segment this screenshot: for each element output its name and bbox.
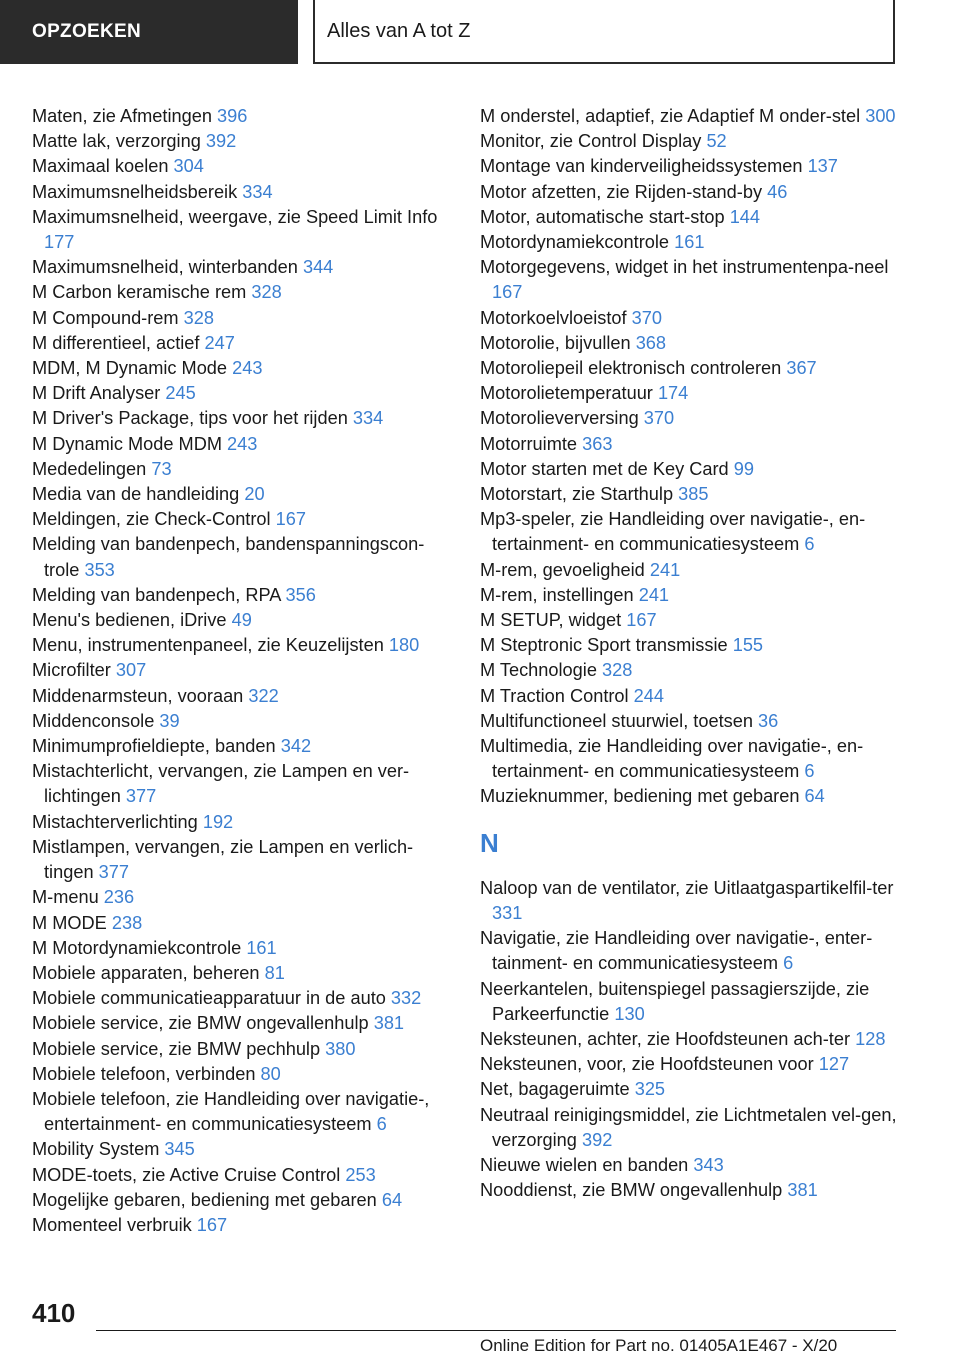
entry-text: Maten, zie Afmetingen (32, 106, 212, 126)
page-link[interactable]: 307 (115, 660, 147, 681)
entry-text: M-menu (32, 887, 99, 908)
page-link[interactable]: 328 (602, 660, 633, 681)
page-link[interactable]: 342 (280, 736, 312, 757)
page-link[interactable]: 322 (248, 685, 279, 706)
index-group-n (480, 876, 900, 1204)
page-link[interactable]: 167 (275, 509, 306, 530)
letter-heading: N (480, 827, 499, 858)
index-entry (32, 835, 452, 885)
entry-text: M Technologie (480, 660, 597, 681)
page-link[interactable]: 328 (251, 282, 282, 303)
index-entry (480, 709, 900, 734)
entry-text: Meldingen, zie Check-Control (32, 509, 271, 530)
page-link[interactable]: 343 (693, 1154, 724, 1175)
index-entry (32, 432, 452, 457)
page-link[interactable]: 381 (787, 1180, 818, 1201)
page-link[interactable]: 331 (492, 902, 523, 923)
chapter-title (313, 0, 895, 64)
entry-text: Montage van kinderveiligheidssystemen (480, 156, 803, 177)
page-link[interactable]: 238 (111, 912, 143, 933)
page-link[interactable]: 127 (818, 1054, 850, 1075)
index-entry (32, 1037, 452, 1062)
index-entry (32, 356, 452, 381)
index-entry (480, 230, 900, 255)
entry-text: Muzieknummer, bediening met gebaren (480, 786, 800, 807)
page-link[interactable]: 334 (242, 181, 273, 202)
entry-text: Neutraal reinigingsmiddel, zie Lichtmetalen vel-gen, verzorging (480, 1104, 897, 1150)
index-entry (32, 583, 452, 608)
entry-text: Multifunctioneel stuurwiel, toetsen (480, 710, 753, 731)
index-entry (480, 633, 900, 658)
page-link[interactable]: 381 (373, 1013, 405, 1034)
entry-text: Mistachterlicht, vervangen, zie Lampen en ver-lichtingen (32, 761, 410, 807)
entry-text: Mistlampen, vervangen, zie Lampen en verlich-tingen (32, 836, 414, 883)
index-entry (480, 507, 900, 557)
entry-text: Media van de handleiding (32, 484, 240, 505)
page-link[interactable]: 353 (84, 559, 115, 580)
page-link[interactable]: 6 (376, 1114, 387, 1135)
page-link[interactable]: 64 (381, 1189, 403, 1210)
entry-text: M Driver's Package, tips voor het rijden (32, 408, 348, 429)
index-entry (32, 936, 452, 961)
page-link[interactable]: 155 (732, 635, 764, 656)
entry-text: Middenarmsteun, vooraan (32, 685, 244, 706)
entry-text: Naloop van de ventilator, zie Uitlaatgaspartikelfil-ter (480, 877, 894, 898)
page-link[interactable]: 377 (125, 786, 157, 807)
index-entry (32, 457, 452, 482)
entry-text: Motorruimte (480, 433, 578, 454)
page-link[interactable]: 64 (804, 786, 825, 807)
entry-text: Motor afzetten, zie Rijden-stand-by (480, 181, 763, 202)
index-entry (480, 432, 900, 457)
page-link[interactable]: 392 (581, 1129, 613, 1150)
page-link[interactable]: 334 (352, 408, 384, 429)
entry-text: Microfilter (32, 660, 111, 681)
page-link[interactable]: 6 (804, 761, 815, 782)
entry-text: Mogelijke gebaren, bediening met gebaren (32, 1189, 377, 1210)
index-entry (32, 961, 452, 986)
page-link[interactable]: 167 (196, 1214, 228, 1235)
page-link[interactable]: 6 (804, 534, 815, 555)
page-link[interactable]: 328 (183, 307, 214, 328)
index-entry (32, 1188, 452, 1213)
index-entry (480, 1103, 900, 1153)
index-entry (32, 1062, 452, 1087)
entry-text: Neerkantelen, buitenspiegel passagierszijde, zie Parkeerfunctie (480, 978, 870, 1024)
index-entry (32, 1163, 452, 1188)
index-entry (480, 684, 900, 709)
index-entry (480, 331, 900, 356)
page-link[interactable]: 180 (388, 635, 420, 656)
page-link[interactable]: 356 (285, 584, 316, 605)
index-entry (480, 154, 900, 179)
page-link[interactable]: 241 (649, 559, 681, 580)
index-entry (480, 205, 900, 230)
entry-text: M Motordynamiekcontrole (32, 937, 242, 958)
page-link[interactable]: 39 (159, 710, 180, 731)
index-entry (32, 1213, 452, 1238)
entry-text: Mobiele service, zie BMW ongevallenhulp (32, 1013, 369, 1034)
entry-text: Mobiele telefoon, verbinden (32, 1063, 256, 1084)
index-entry (480, 1027, 900, 1052)
page-number: 410 (32, 1298, 76, 1328)
entry-text: Motoroliepeil elektronisch controleren (480, 358, 782, 379)
entry-text: Motor starten met de Key Card (480, 458, 729, 479)
entry-text: M differentieel, actief (32, 332, 200, 353)
page-link[interactable]: 243 (232, 358, 263, 379)
page-link[interactable]: 363 (582, 433, 613, 454)
entry-text: Mobility System (32, 1139, 160, 1160)
entry-text: M MODE (32, 912, 107, 933)
entry-text: Motor, automatische start-stop (480, 206, 725, 227)
page-link[interactable]: 174 (657, 383, 689, 404)
entry-text: Mobiele apparaten, beheren (32, 962, 260, 983)
index-entry (32, 1011, 452, 1036)
index-entry (32, 608, 452, 633)
entry-text: M-rem, instellingen (480, 584, 634, 605)
index-entry (32, 684, 452, 709)
page-link[interactable]: 161 (674, 232, 705, 253)
entry-text: Motorolie, bijvullen (480, 332, 631, 353)
index-entry (32, 633, 452, 658)
index-entry (480, 1077, 900, 1102)
entry-text: MDM, M Dynamic Mode (32, 358, 228, 379)
entry-text: M Steptronic Sport transmissie (480, 635, 728, 656)
entry-text: Maximumsnelheid, winterbanden (32, 257, 298, 278)
entry-text: Neksteunen, achter, zie Hoofdsteunen ach-ter (480, 1028, 851, 1049)
index-entry (480, 129, 900, 154)
entry-text: Maximumsnelheidsbereik (32, 181, 238, 202)
entry-text: Menu's bedienen, iDrive (32, 610, 227, 631)
index-entry (32, 986, 452, 1011)
index-entry (32, 709, 452, 734)
page-link[interactable]: 46 (767, 181, 788, 202)
index-entry (32, 104, 452, 129)
entry-text: Motorolieverversing (480, 408, 639, 429)
section-tab[interactable] (0, 0, 298, 64)
entry-text: Net, bagageruimte (480, 1079, 630, 1100)
index-entry (32, 482, 452, 507)
index-entry (32, 1137, 452, 1162)
page-link[interactable]: 332 (390, 988, 422, 1009)
index-entry (480, 356, 900, 381)
page-link[interactable]: 396 (217, 106, 248, 126)
index-entry (480, 306, 900, 331)
page-link[interactable]: 80 (260, 1063, 281, 1084)
entry-text: Mobiele service, zie BMW pechhulp (32, 1038, 321, 1059)
page-link[interactable]: 73 (151, 458, 172, 479)
entry-text: Maximaal koelen (32, 156, 169, 177)
index-entry (32, 255, 452, 280)
page-link[interactable]: 300 (865, 106, 896, 126)
index-entry (480, 1153, 900, 1178)
index-entry (480, 876, 900, 926)
index-entry (480, 381, 900, 406)
index-entry (480, 734, 900, 784)
entry-text: Navigatie, zie Handleiding over navigatie-, enter-tainment- en communicatiesysteem (480, 928, 873, 974)
footer-divider (96, 1330, 896, 1331)
entry-text: M onderstel, adaptief, zie Adaptief M onder-stel (480, 106, 861, 126)
index-entry (32, 205, 452, 255)
index-entry (480, 1052, 900, 1077)
index-entry (480, 977, 900, 1027)
index-entry (480, 926, 900, 976)
index-entry (32, 280, 452, 305)
page-link[interactable]: 167 (492, 282, 523, 303)
page-link[interactable]: 128 (855, 1028, 886, 1049)
entry-text: Menu, instrumentenpaneel, zie Keuzelijsten (32, 635, 384, 656)
page-link[interactable]: 367 (786, 358, 817, 379)
index-group-m (480, 104, 900, 810)
index-column-left (32, 104, 452, 1238)
index-entry (480, 658, 900, 683)
entry-text: Middenconsole (32, 710, 155, 731)
entry-text: M SETUP, widget (480, 610, 622, 631)
page-link[interactable]: 244 (633, 685, 665, 706)
page-link[interactable]: 130 (614, 1003, 645, 1024)
page-link[interactable]: 243 (227, 433, 258, 454)
index-entry (32, 154, 452, 179)
page-link[interactable]: 167 (626, 610, 657, 631)
entry-text: Mp3-speler, zie Handleiding over navigatie-, en-tertainment- en communicatiesysteem (480, 509, 866, 555)
page-link[interactable]: 247 (204, 332, 235, 353)
page-link[interactable]: 368 (635, 332, 667, 353)
entry-text: Nieuwe wielen en banden (480, 1154, 689, 1175)
page-link[interactable]: 245 (165, 383, 196, 404)
index-entry (32, 658, 452, 683)
index-column-right (480, 104, 900, 1203)
entry-text: M Traction Control (480, 685, 629, 706)
index-entry (480, 558, 900, 583)
entry-text: M Dynamic Mode MDM (32, 433, 222, 454)
page-link[interactable]: 81 (264, 962, 285, 983)
entry-text: M Drift Analyser (32, 383, 161, 404)
index-entry (480, 255, 900, 305)
page-link[interactable]: 370 (643, 408, 675, 429)
index-entry (480, 180, 900, 205)
entry-text: Nooddienst, zie BMW ongevallenhulp (480, 1180, 783, 1201)
index-entry (480, 583, 900, 608)
index-entry (480, 482, 900, 507)
entry-text: Momenteel verbruik (32, 1214, 192, 1235)
page-link[interactable]: 253 (345, 1164, 376, 1185)
page-link[interactable]: 36 (758, 710, 779, 731)
index-entry (480, 784, 900, 809)
index-entry (32, 734, 452, 759)
index-entry (480, 104, 900, 129)
index-entry (32, 331, 452, 356)
entry-text: Motordynamiekcontrole (480, 232, 670, 253)
entry-text: Monitor, zie Control Display (480, 131, 702, 152)
index-entry (32, 1087, 452, 1137)
entry-text: Multimedia, zie Handleiding over navigatie-, en-tertainment- en communicatiesysteem (480, 736, 864, 782)
page-link[interactable]: 49 (231, 610, 252, 631)
entry-text: M-rem, gevoeligheid (480, 559, 645, 580)
page-link[interactable]: 241 (638, 584, 670, 605)
page-link[interactable]: 380 (325, 1038, 356, 1059)
page-link[interactable]: 385 (678, 484, 709, 505)
page-link[interactable]: 99 (733, 458, 754, 479)
page-link[interactable]: 144 (729, 206, 761, 227)
page-link[interactable]: 345 (164, 1139, 195, 1160)
chapter-title-text: Alles van A tot Z (327, 19, 471, 42)
entry-text: Melding van bandenpech, RPA (32, 584, 281, 605)
page-link[interactable]: 325 (634, 1079, 666, 1100)
entry-text: Motorgegevens, widget in het instrumentenpa-neel (480, 257, 889, 278)
index-entry (480, 406, 900, 431)
entry-text: M Carbon keramische rem (32, 282, 247, 303)
edition-text: Online Edition for Part no. 01405A1E467 - X/20 (480, 1336, 838, 1355)
entry-text: Mobiele telefoon, zie Handleiding over navigatie-, entertainment- en communicatiesysteem (32, 1088, 430, 1135)
page-link[interactable]: 137 (807, 156, 838, 177)
index-entry (32, 129, 452, 154)
index-entry (32, 406, 452, 431)
entry-text: Motorstart, zie Starthulp (480, 484, 674, 505)
entry-text: Mededelingen (32, 458, 147, 479)
entry-text: Motorolietemperatuur (480, 383, 653, 404)
entry-text: MODE-toets, zie Active Cruise Control (32, 1164, 341, 1185)
page-link[interactable]: 344 (302, 257, 334, 278)
index-entry (32, 507, 452, 532)
index-entry (32, 381, 452, 406)
index-entry (480, 608, 900, 633)
page-link[interactable]: 52 (706, 131, 727, 152)
entry-text: Maximumsnelheid, weergave, zie Speed Limit Info (32, 206, 438, 227)
index-entry (32, 885, 452, 910)
entry-text: Neksteunen, voor, zie Hoofdsteunen voor (480, 1054, 814, 1075)
index-entry (32, 306, 452, 331)
page-link[interactable]: 370 (631, 307, 662, 328)
entry-text: Mobiele communicatieapparatuur in de auto (32, 988, 386, 1009)
page-link[interactable]: 161 (246, 937, 277, 958)
page-link[interactable]: 192 (202, 811, 234, 832)
entry-text: M Compound-rem (32, 307, 179, 328)
index-entry (32, 759, 452, 809)
entry-text: Minimumprofieldiepte, banden (32, 736, 276, 757)
page-link[interactable]: 377 (98, 862, 129, 883)
page-link[interactable]: 392 (205, 131, 237, 152)
page-link[interactable]: 177 (44, 232, 75, 253)
entry-text: Mistachterverlichting (32, 811, 198, 832)
entry-text: Matte lak, verzorging (32, 131, 201, 152)
page-link[interactable]: 6 (783, 953, 794, 974)
index-entry (32, 911, 452, 936)
index-entry (480, 1178, 900, 1203)
page-link[interactable]: 304 (173, 156, 204, 177)
entry-text: Motorkoelvloeistof (480, 307, 627, 328)
index-entry (32, 180, 452, 205)
page-link[interactable]: 20 (244, 484, 265, 505)
index-entry (32, 532, 452, 582)
index-entry (480, 457, 900, 482)
section-tab-label: OPZOEKEN (32, 21, 142, 42)
page-link[interactable]: 236 (103, 887, 135, 908)
index-entry (32, 810, 452, 835)
entry-text: Melding van bandenpech, bandenspanningscon-trole (32, 534, 425, 580)
